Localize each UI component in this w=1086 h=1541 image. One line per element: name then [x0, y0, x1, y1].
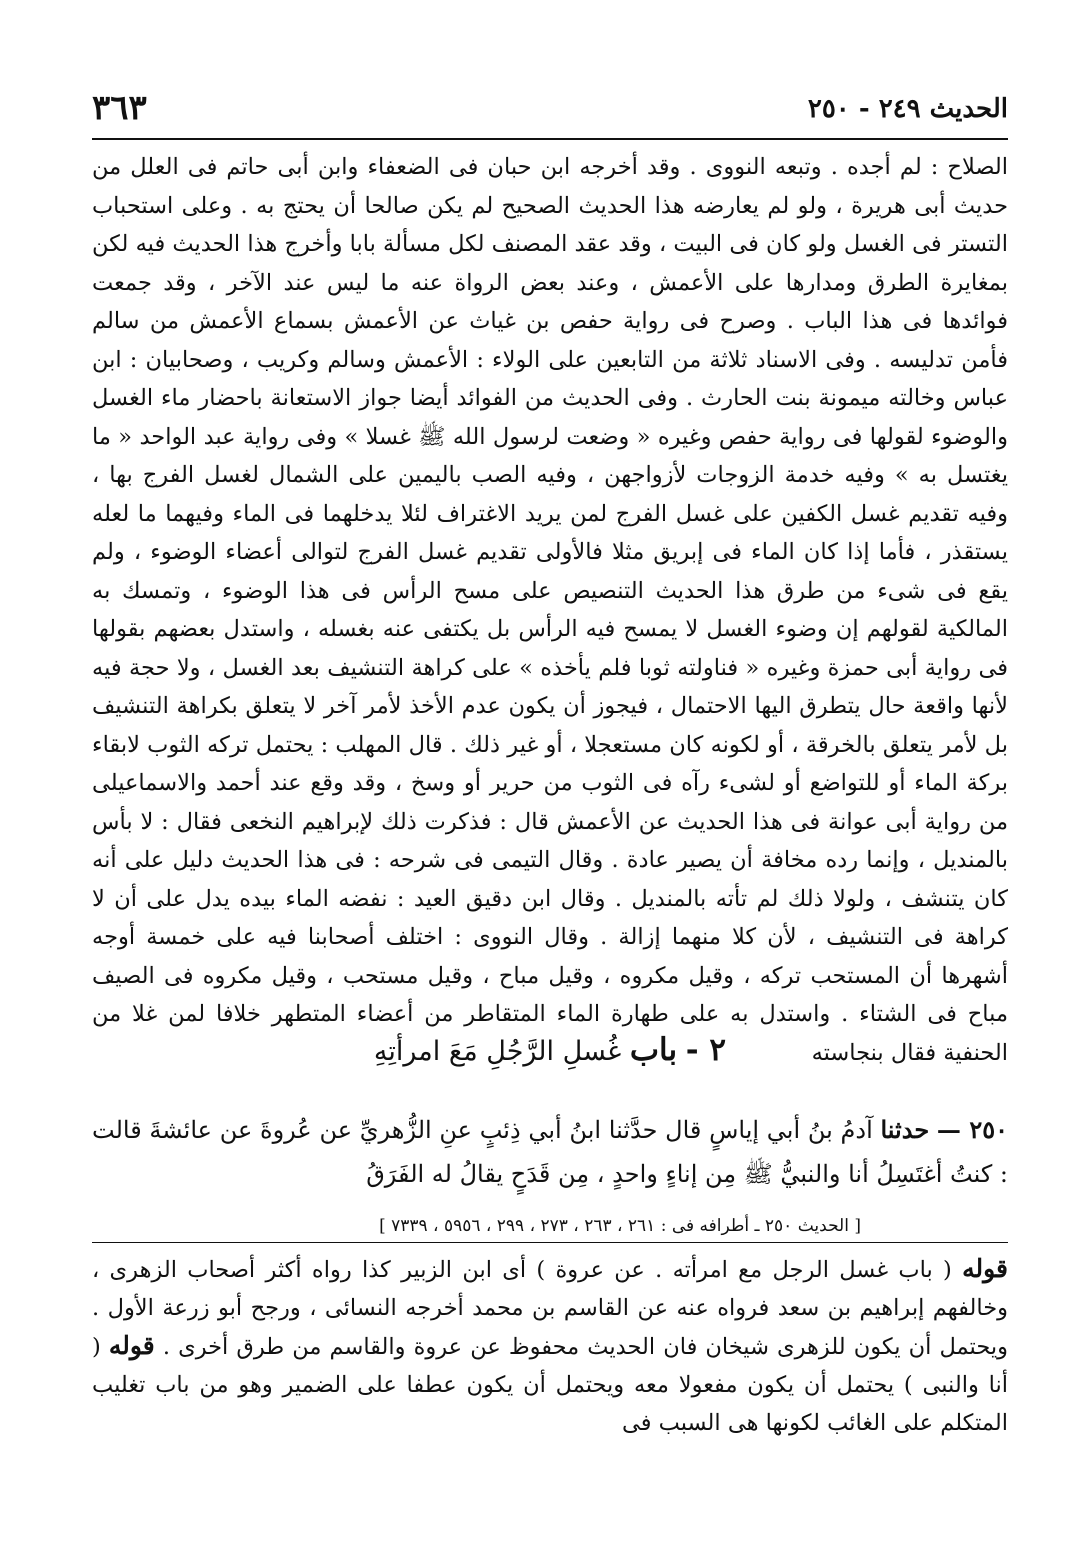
header-rule — [92, 138, 1008, 140]
commentary-block — [92, 148, 1008, 1072]
hadith-text: آدمُ بنُ أبي إياسٍ قال حدَّثنا ابنُ أبي ذِئبٍ عنِ الزُّهريِّ عن عُروةَ عن عائشةَ قالت : كنتُ أغتَسِلُ أنا والنبيُّ ﷺ مِن إناءٍ واحدٍ ، مِن قَدَحٍ يقالُ له الفَرَقُ — [92, 1116, 1008, 1188]
chapter-heading — [92, 1030, 1008, 1072]
chapter-number: ٢ - — [685, 1032, 727, 1068]
hadith-keyword: حدثنا — [880, 1115, 930, 1144]
page-number: ٣٦٣ — [92, 88, 147, 128]
reference-rule — [92, 1242, 1008, 1243]
sharh-paragraph — [92, 1250, 1008, 1442]
page-header — [92, 88, 1008, 136]
chapter-title: غُسلِ الرَّجُلِ مَعَ امرأتِهِ — [373, 1036, 622, 1067]
sharh-text-2: ( أنا والنبى ) يحتمل أن يكون مفعولا معه ويحتمل أن يكون عطفا على الضمير وهو من باب تغليب المتكلم على الغائب لكونها هى السبب فى — [92, 1334, 1008, 1436]
hadith-block — [92, 1108, 1008, 1196]
sharh-keyword-1: قوله — [962, 1254, 1008, 1283]
sharh-text-1: ( باب غسل الرجل مع امرأته . عن عروة ) أى ابن الزبير كذا رواه أكثر أصحاب الزهرى ، وخالفهم إبراهيم بن سعد فرواه عنه عن القاسم بن محمد أخرجه النسائى ، ورجح أبو زرعة الأول . ويحتمل أن يكون للزهرى شيخان فان الحديث محفوظ عن عروة والقاسم من طرق أخرى . — [92, 1257, 1008, 1360]
hadith-paragraph — [92, 1108, 1008, 1196]
sharh-block — [92, 1250, 1008, 1442]
chapter-word: باب — [629, 1032, 678, 1068]
commentary-text: الصلاح : لم أجده . وتبعه النووى . وقد أخرجه ابن حبان فى الضعفاء وابن أبى حاتم فى العلل من حديث أبى هريرة ، ولو لم يعارضه هذا الحديث الصحيح لم يكن صالحا أن يحتج به . وعلى استحباب التستر فى الغسل ولو كان فى البيت ، وقد عقد المصنف لكل مسألة بابا وأخرج هذا الحديث فيه لكن بمغايرة الطرق ومدارها على الأعمش ، وعند بعض الرواة عنه ما ليس عند الآخر ، وقد جمعت فوائدها فى هذا الباب . وصرح فى رواية حفص بن غياث عن الأعمش بسماع الأعمش من سالم فأمن تدليسه . وفى الاسناد ثلاثة من التابعين على الولاء : الأعمش وسالم وكريب ، وصحابيان : ابن عباس وخالته ميمونة بنت الحارث . وفى الحديث من الفوائد أيضا جواز الاستعانة باحضار ماء الغسل والوضوء لقولها فى رواية حفص وغيره « وضعت لرسول الله ﷺ غسلا » وفى رواية عبد الواحد « ما يغتسل به » وفيه خدمة الزوجات لأزواجهن ، وفيه الصب باليمين على الشمال لغسل الفرج بها ، وفيه تقديم غسل الكفين على غسل الفرج لمن يريد الاغتراف لئلا يدخلهما فى الماء وفيهما ما لعله يستقذر ، فأما إذا كان الماء فى إبريق مثلا فالأولى تقديم غسل الفرج لتوالى أعضاء الوضوء ، ولم يقع فى شىء من طرق هذا الحديث التنصيص على مسح الرأس فى هذا الوضوء ، وتمسك به المالكية لقولهم إن وضوء الغسل لا يمسح فيه الرأس بل يكتفى عنه بغسله ، واستدل بعضهم بقولها فى رواية أبى حمزة وغيره « فناولته ثوبا فلم يأخذه » على كراهة التنشيف بعد الغسل ، ولا حجة فيه لأنها واقعة حال يتطرق اليها الاحتمال ، فيجوز أن يكون عدم الأخذ لأمر آخر لا يتعلق بكراهة التنشيف بل لأمر يتعلق بالخرقة ، أو لكونه كان مستعجلا ، أو غير ذلك . قال المهلب : يحتمل تركه الثوب لابقاء بركة الماء أو للتواضع أو لشىء رآه فى الثوب من حرير أو وسخ ، وقد وقع عند أحمد والاسماعيلى من رواية أبى عوانة فى هذا الحديث عن الأعمش قال : فذكرت ذلك لإبراهيم النخعى فقال : لا بأس بالمنديل ، وإنما رده مخافة أن يصير عادة . وقال التيمى فى شرحه : فى هذا الحديث دليل على أنه كان يتنشف ، ولولا ذلك لم تأته بالمنديل . وقال ابن دقيق العيد : نفضه الماء بيده يدل على أن لا كراهة فى التنشيف ، لأن كلا منهما إزالة . وقال النووى : اختلف أصحابنا فيه على خمسة أوجه أشهرها أن المستحب تركه ، وقيل مكروه ، وقيل مباح ، وقيل مستحب ، وقيل مكروه فى الصيف مباح فى الشتاء . واستدل به على طهارة الماء المتقاطر من أعضاء المتطهر خلافا لمن غلا من الحنفية فقال بنجاسته — [92, 154, 1008, 1066]
hadith-number: ٢٥٠ — — [936, 1115, 1009, 1144]
cross-reference: [ الحديث ٢٥٠ ـ أطرافه فى : ٢٦١ ، ٢٦٣ ، ٢٧٣ ، ٢٩٩ ، ٥٩٥٦ ، ٧٣٣٩ ] — [379, 1216, 861, 1236]
running-title: الحديث ٢٤٩ - ٢٥٠ — [807, 94, 1008, 124]
sharh-keyword-2: قوله — [108, 1331, 155, 1360]
